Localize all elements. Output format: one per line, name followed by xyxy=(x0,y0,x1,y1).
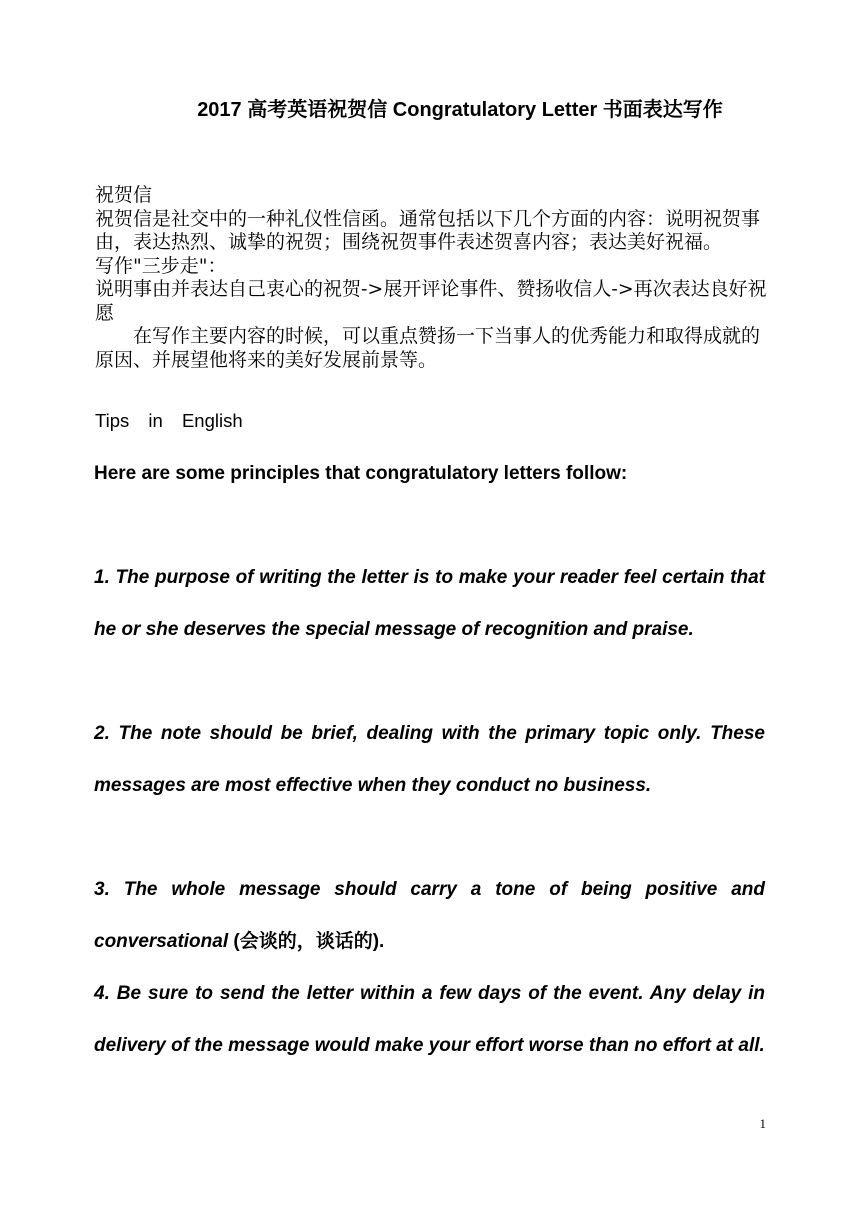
principle-item: 1. The purpose of writing the letter is to make your reader feel certain that he or she deserves the special message of recognition and praise. xyxy=(94,567,765,640)
chinese-section xyxy=(95,184,770,372)
principle-item xyxy=(94,864,765,968)
page-number: 1 xyxy=(759,1116,766,1131)
writing-steps: 说明事由并表达自己衷心的祝贺->展开评论事件、赞扬收信人->再次表达良好祝愿 xyxy=(95,278,767,324)
chinese-heading: 祝贺信 xyxy=(95,184,153,206)
tips-heading: Tips in English xyxy=(95,410,243,431)
principle-text: 3. The whole message should carry a tone of being positive and conversational xyxy=(94,879,765,952)
principle-item: 4. Be sure to send the letter within a few days of the event. Any delay in delivery of the message would make your effort worse than no effort at all. xyxy=(94,983,765,1056)
chinese-paragraph: 祝贺信是社交中的一种礼仪性信函。通常包括以下几个方面的内容：说明祝贺事由，表达热烈、诚挚的祝贺；围绕祝贺事件表述贺喜内容；表达美好祝福。 xyxy=(95,207,761,253)
principle-item: 2. The note should be brief, dealing with the primary topic only. These messages are most effective when they conduct no business. xyxy=(94,723,765,796)
chinese-paragraph: 在写作主要内容的时候，可以重点赞扬一下当事人的优秀能力和取得成就的原因、并展望他将来的美好发展前景等。 xyxy=(95,325,761,371)
document-title: 2017 高考英语祝贺信 Congratulatory Letter 书面表达写作 xyxy=(197,99,723,121)
writing-steps-label: 写作"三步走"： xyxy=(95,254,227,277)
principle-note: (会谈的，谈话的). xyxy=(233,931,385,952)
english-intro: Here are some principles that congratulatory letters follow: xyxy=(94,463,628,484)
